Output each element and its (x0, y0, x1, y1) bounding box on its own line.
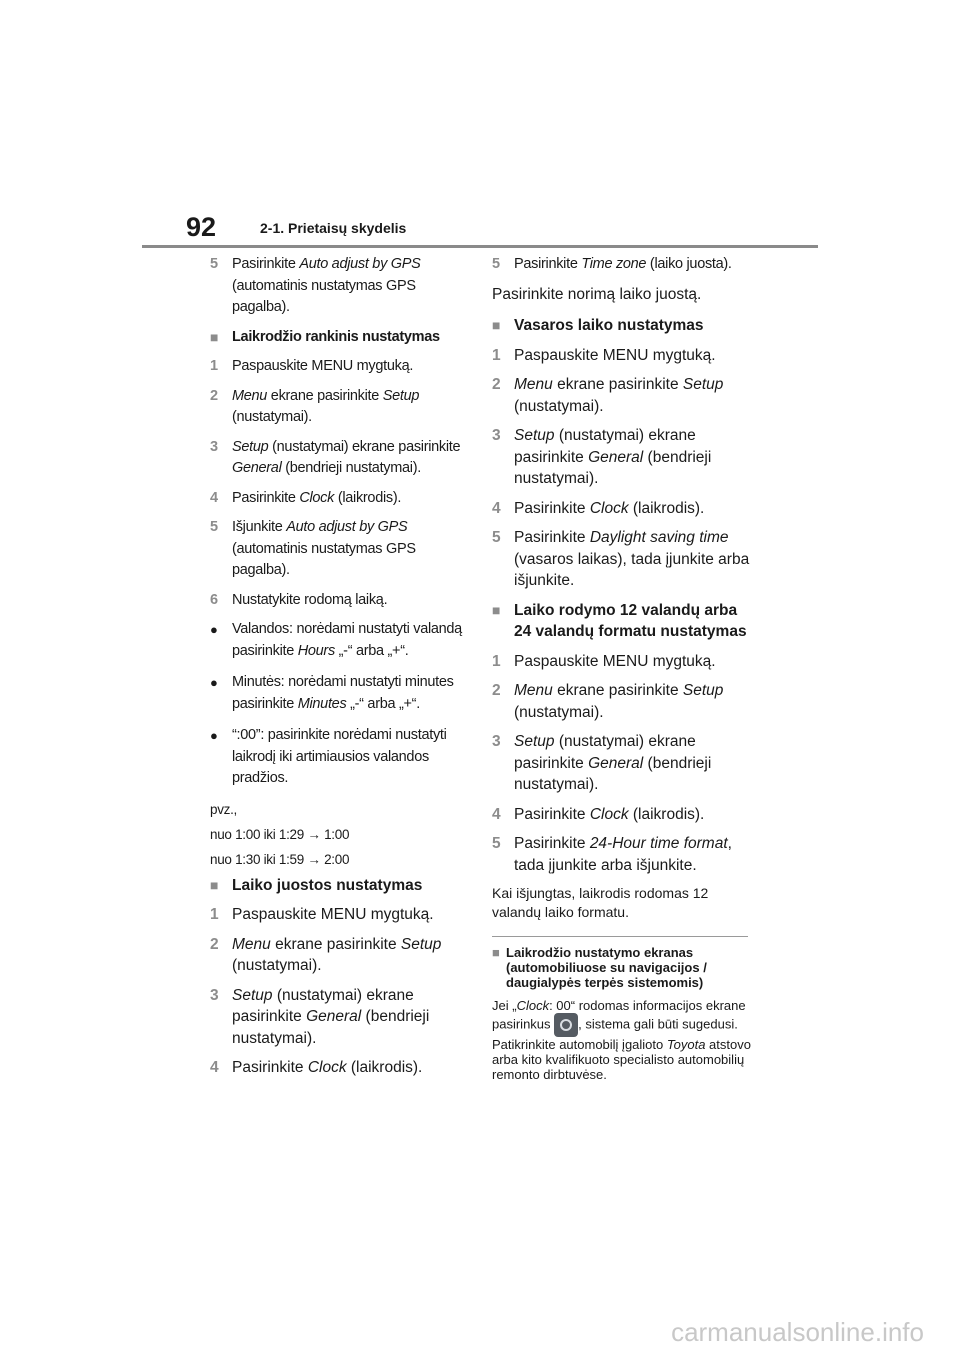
manual-step-3: 3 Setup (nustatymai) ekrane pasirinkite General (bendrieji nustatymai). (210, 438, 461, 476)
left-column (210, 254, 470, 1087)
zone-step-3: 3 Setup (nustatymai) ekrane pasirinkite General (bendrieji nustatymai). (210, 986, 430, 1047)
example-line-2: nuo 1:30 iki 1:59 → 2:00 (210, 851, 350, 867)
format-step-4: 4 Pasirinkite Clock (laikrodis). (492, 805, 705, 823)
watermark: carmanualsonline.info (671, 1317, 924, 1347)
zone-step-2: 2 Menu ekrane pasirinkite Setup (nustatymai). (210, 935, 442, 974)
zone-step-result: Pasirinkite norimą laiko juostą. (492, 285, 702, 303)
right-column (492, 254, 754, 1082)
page-header (142, 212, 818, 248)
format-step-2: 2 Menu ekrane pasirinkite Setup (nustatymai). (492, 682, 724, 721)
bullet-round: ● “:00”: pasirinkite norėdami nustatyti laikrodį iki artimiausios valandos pradžios. (210, 727, 447, 786)
manual-step-2: 2 Menu ekrane pasirinkite Setup (nustatymai). (210, 387, 420, 425)
bullet-minutes: ● Minutės: norėdami nustatyti minutes pasirinkite Minutes „-“ arba „+“. (210, 674, 454, 712)
note-divider (492, 936, 748, 937)
format-note: Kai išjungtas, laikrodis rodomas 12 valandų laiko formatu. (492, 885, 709, 920)
note-body: Jei „Clock: 00“ rodomas informacijos ekrane pasirinkus , sistema gali būti sugedusi. Patikrinkite automobilį įgalioto Toyota atstovo arba kito kvalifikuoto specialisto automobilių remonto dirbtuvėse. (492, 998, 751, 1082)
zone-step-5: 5 Pasirinkite Time zone (laiko juosta). (492, 256, 732, 272)
manual-step-1: 1 Paspauskite MENU mygtuką. (210, 358, 414, 374)
zone-step-1: 1 Paspauskite MENU mygtuką. (210, 906, 434, 923)
format-step-3: 3 Setup (nustatymai) ekrane pasirinkite General (bendrieji nustatymai). (492, 733, 712, 793)
dst-step-4: 4 Pasirinkite Clock (laikrodis). (492, 499, 705, 517)
dst-step-5: 5 Pasirinkite Daylight saving time (vasaros laikas), tada įjunkite arba išjunkite. (492, 529, 750, 589)
note-heading: ■ Laikrodžio nustatymo ekranas (automobiliuose su navigacijos / daugialypės terpės sistemomis) (492, 945, 707, 990)
step-gps-auto: 5 Pasirinkite Auto adjust by GPS (automatinis nustatymas GPS pagalba). (210, 256, 421, 315)
heading-daylight: ■ Vasaros laiko nustatymas (492, 317, 704, 334)
heading-format: ■ Laiko rodymo 12 valandų arba 24 valandų formatu nustatymas (492, 601, 747, 640)
dst-step-1: 1 Paspauskite MENU mygtuką. (492, 346, 716, 364)
example-label: pvz., (210, 801, 238, 817)
dst-step-2: 2 Menu ekrane pasirinkite Setup (nustatymai). (492, 376, 724, 415)
bullet-hours: ● Valandos: norėdami nustatyti valandą pasirinkite Hours „-“ arba „+“. (210, 621, 462, 659)
zone-step-4: 4 Pasirinkite Clock (laikrodis). (210, 1059, 423, 1076)
example-line-1: nuo 1:00 iki 1:29 → 1:00 (210, 826, 350, 842)
format-step-5: 5 Pasirinkite 24-Hour time format, tada įjunkite arba išjunkite. (492, 835, 732, 874)
settings-gear-icon (554, 1013, 578, 1037)
header-rule (142, 245, 818, 248)
dst-step-3: 3 Setup (nustatymai) ekrane pasirinkite General (bendrieji nustatymai). (492, 427, 712, 487)
heading-manual: ■ Laikrodžio rankinis nustatymas (210, 328, 440, 345)
section-title: 2-1. Prietaisų skydelis (260, 220, 407, 236)
manual-step-5: 5 Išjunkite Auto adjust by GPS (automatinis nustatymas GPS pagalba). (210, 519, 416, 578)
format-step-1: 1 Paspauskite MENU mygtuką. (492, 652, 716, 670)
page-number: 92 (186, 212, 217, 242)
manual-step-6: 6 Nustatykite rodomą laiką. (210, 591, 388, 608)
heading-timezone: ■ Laiko juostos nustatymas (210, 876, 423, 894)
manual-step-4: 4 Pasirinkite Clock (laikrodis). (210, 489, 402, 506)
